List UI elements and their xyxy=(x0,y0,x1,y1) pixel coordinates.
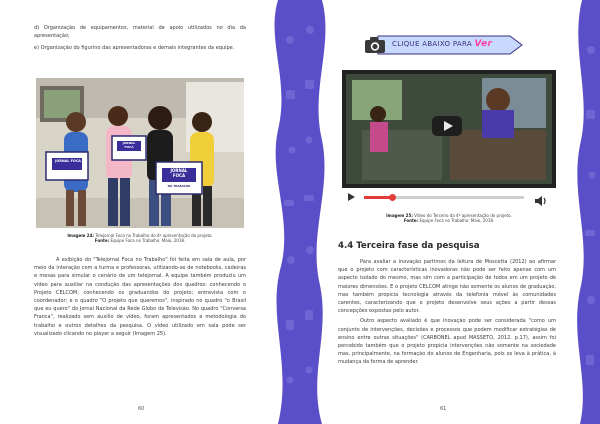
page-number-left: 60 xyxy=(138,406,145,412)
photo-source-line xyxy=(36,238,244,243)
sign-2-label: JORNAL FOCA xyxy=(122,141,136,149)
video-source-bold: Fonte: xyxy=(403,218,419,224)
right-paragraphs xyxy=(338,258,556,369)
banner-emphasis: Ver xyxy=(474,39,493,49)
right-page xyxy=(300,0,600,424)
photo-caption xyxy=(36,233,244,244)
team-photo xyxy=(36,78,244,228)
video-progress-track[interactable] xyxy=(364,196,524,199)
sign-3-label: JORNAL FOCA xyxy=(170,168,188,178)
sign-1-label: JORNAL FOCA xyxy=(55,159,81,163)
right-paragraph-1: Para avaliar a inovação partimos da leitura de Moscetta (2012) ao afirmar que o projeto com características inovadoras não pode ser feito apenas com um aspecto isolado do mesmo, mas sim com a participação de todos em um projeto de maiores dimensões. E o projeto CELCOM atinge não somente os alunos de graduação, mas também propicia tecnologia através da telefonia móvel às comunidades carentes, caracterizando que o projeto desenvolve seus ações a partir dessas concepções expostas pelo autor. xyxy=(338,259,556,315)
banner-text: CLIQUE ABAIXO PARA xyxy=(392,40,472,48)
play-icon xyxy=(444,121,453,131)
section-heading: 4.4 Terceira fase da pesquisa xyxy=(338,241,480,251)
photo-caption-bold: Imagem 24: xyxy=(67,233,94,238)
click-banner[interactable] xyxy=(364,34,524,56)
right-paragraph-2: Outro aspecto avaliado é que inovação pode ser considerada "como um conjunto de intervenções, decisões e processos que podem modificar estratégias de ensino entre outras situações" (CARBONEL apud MASSETO, 2012. p.17), assim foi percebido também que o projeto propicia intervenções não somente na sociedade mas, principalmente, na formação do alunos de Engenharia, pois os leva à prática, à mudança da forma de aprender. xyxy=(338,318,556,366)
photo-caption-text: Telejornal Foca no Trabalho do 4º apresentação do projeto. xyxy=(95,233,213,238)
item-e: e) Organização do figurino das apresentadoras e demais integrantes da equipe. xyxy=(34,45,235,52)
video-frame xyxy=(342,70,556,208)
team-photo-image xyxy=(36,78,244,228)
left-decorative-band xyxy=(264,0,300,424)
video-player[interactable] xyxy=(342,70,556,208)
sign-3-sublabel: NO TRABALHO xyxy=(167,184,191,188)
photo-source-text: Equipe Foca no Trabalho. Maio, 2018. xyxy=(110,238,186,244)
video-source-text: Equipe Foca no Trabalho. Maio, 2018. xyxy=(419,218,495,224)
banner-label xyxy=(392,39,492,49)
right-decorative-band-right xyxy=(564,0,600,424)
video-source-line xyxy=(342,218,556,223)
volume-icon[interactable] xyxy=(534,192,548,204)
video-caption-bold: Imagem 25: xyxy=(386,213,413,218)
video-caption xyxy=(342,213,556,224)
play-button[interactable] xyxy=(432,116,462,136)
page-number-right: 61 xyxy=(440,406,447,412)
video-play-control-icon[interactable] xyxy=(348,193,355,201)
list-items xyxy=(34,24,246,55)
right-decorative-band-left xyxy=(300,0,336,424)
camera-icon xyxy=(364,35,386,55)
photo-source-bold: Fonte: xyxy=(94,238,110,244)
item-d: d) Organização de equipamentos, material de apoio utilizados no dia da apresentação; xyxy=(34,25,246,40)
left-paragraph xyxy=(34,256,246,340)
left-paragraph-text: A exibição do "Telejornal Foca no Trabalho" foi feita em sala de aula, por meio da interação com a turma e professoras, utilizando-se de notebooks, cadeiras e mesas para simular o cenário de um telejornal. A equipe também produziu um vídeo para auxiliar na condução das apresentações dos quadros: conhecendo o Projeto CELCOM; conhecendo os graduandos do projeto; entrevista com o coordenador; e o quadro "O projeto que queremos", inspirado no quadro "o Brasil que eu quero" do Jornal Nacional da Rede Globo de Televisão. No quadro "Conversa Franca", realizado sem auxílio de vídeo, foram apresentados a metodologia do trabalho e outros detalhes da pesquisa. O vídeo utilizado em sala pode ser visualizado clicando no player a seguir (Imagem 25). xyxy=(34,257,246,337)
video-caption-text: Vídeo do Terceiro da 4º apresentação do projeto. xyxy=(414,213,512,218)
